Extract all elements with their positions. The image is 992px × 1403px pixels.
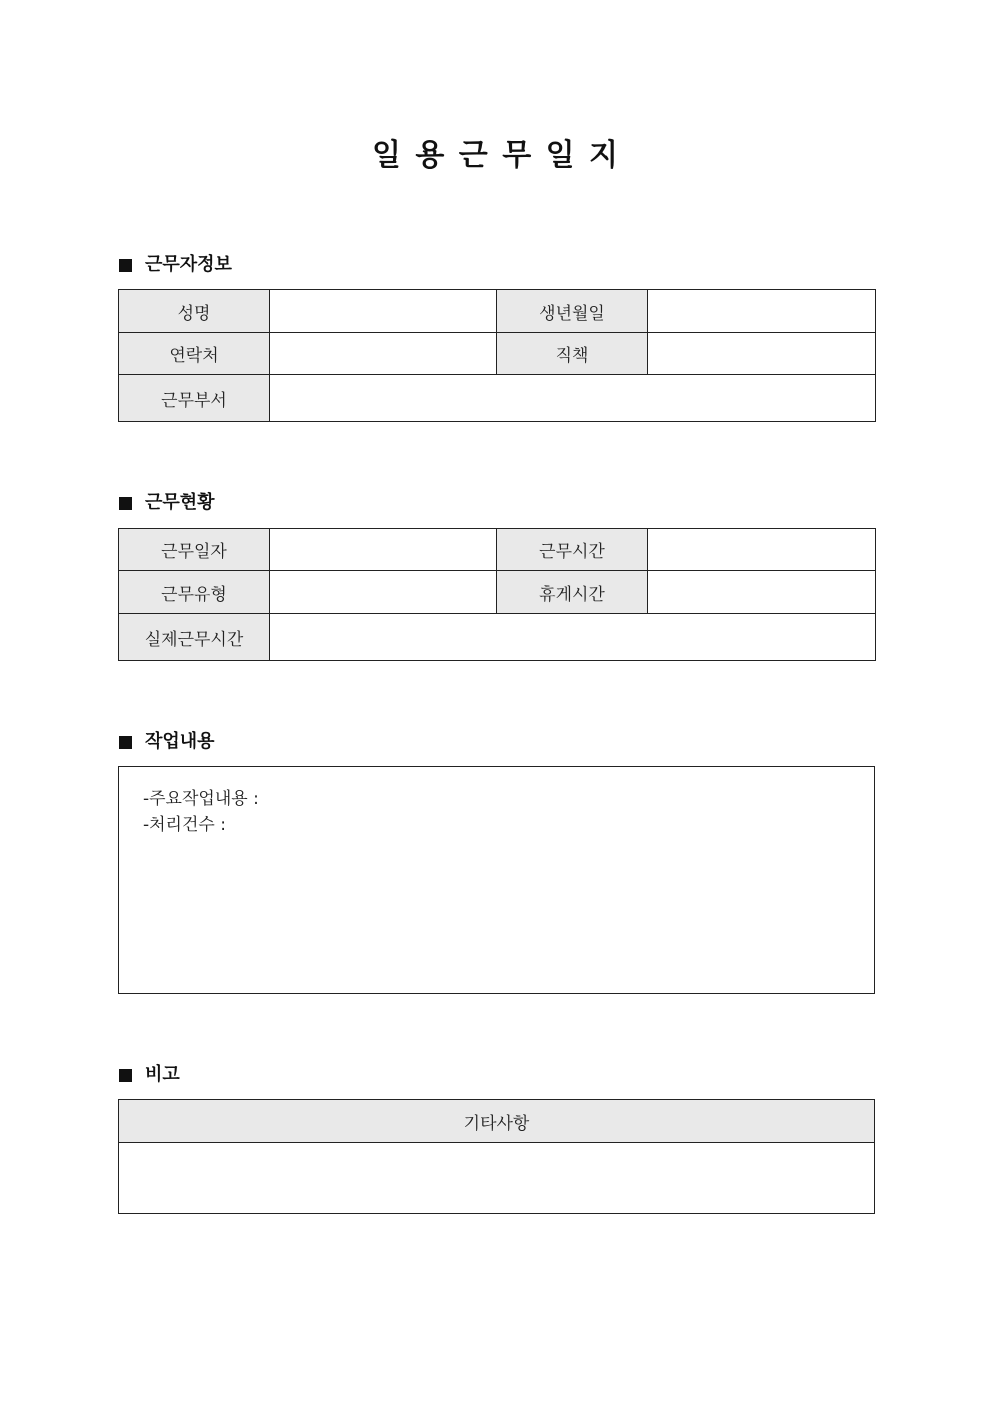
name-label: 성명 bbox=[119, 290, 270, 333]
section-heading-label: 작업내용 bbox=[145, 731, 215, 752]
section-heading-work-status bbox=[119, 491, 215, 515]
birth-date-label: 생년월일 bbox=[497, 290, 648, 333]
black-square-icon bbox=[119, 1069, 132, 1082]
table-row bbox=[119, 1100, 875, 1143]
work-date-label: 근무일자 bbox=[119, 529, 270, 571]
section-heading-label: 비고 bbox=[145, 1064, 180, 1085]
birth-date-field[interactable] bbox=[648, 290, 876, 333]
remarks-table bbox=[118, 1099, 875, 1214]
work-type-field[interactable] bbox=[270, 571, 497, 614]
other-notes-field[interactable] bbox=[119, 1143, 875, 1214]
break-time-label: 휴게시간 bbox=[497, 571, 648, 614]
document-title: 일 용 근 무 일 지 bbox=[371, 138, 621, 173]
section-heading-remarks bbox=[119, 1063, 180, 1087]
department-field[interactable] bbox=[270, 375, 876, 422]
black-square-icon bbox=[119, 259, 132, 272]
black-square-icon bbox=[119, 736, 132, 749]
section-heading-label: 근무현황 bbox=[145, 492, 215, 513]
table-row bbox=[119, 333, 876, 375]
section-heading-worker-info bbox=[119, 253, 232, 277]
table-row bbox=[119, 529, 876, 571]
work-time-label: 근무시간 bbox=[497, 529, 648, 571]
break-time-field[interactable] bbox=[648, 571, 876, 614]
name-field[interactable] bbox=[270, 290, 497, 333]
main-work-line: -주요작업내용 : bbox=[143, 789, 259, 809]
table-row bbox=[119, 571, 876, 614]
position-label: 직책 bbox=[497, 333, 648, 375]
worker-info-table bbox=[118, 289, 876, 422]
section-heading-work-content bbox=[119, 730, 215, 754]
contact-field[interactable] bbox=[270, 333, 497, 375]
work-date-field[interactable] bbox=[270, 529, 497, 571]
actual-work-time-field[interactable] bbox=[270, 614, 876, 661]
department-label: 근무부서 bbox=[119, 375, 270, 422]
black-square-icon bbox=[119, 497, 132, 510]
other-notes-label: 기타사항 bbox=[119, 1100, 875, 1143]
processed-count-line: -처리건수 : bbox=[143, 815, 226, 835]
work-type-label: 근무유형 bbox=[119, 571, 270, 614]
contact-label: 연락처 bbox=[119, 333, 270, 375]
table-row bbox=[119, 290, 876, 333]
actual-work-time-label: 실제근무시간 bbox=[119, 614, 270, 661]
table-row bbox=[119, 614, 876, 661]
work-time-field[interactable] bbox=[648, 529, 876, 571]
position-field[interactable] bbox=[648, 333, 876, 375]
work-content-box[interactable] bbox=[118, 766, 875, 994]
table-row bbox=[119, 1143, 875, 1214]
table-row bbox=[119, 375, 876, 422]
section-heading-label: 근무자정보 bbox=[145, 254, 232, 275]
work-status-table bbox=[118, 528, 876, 661]
